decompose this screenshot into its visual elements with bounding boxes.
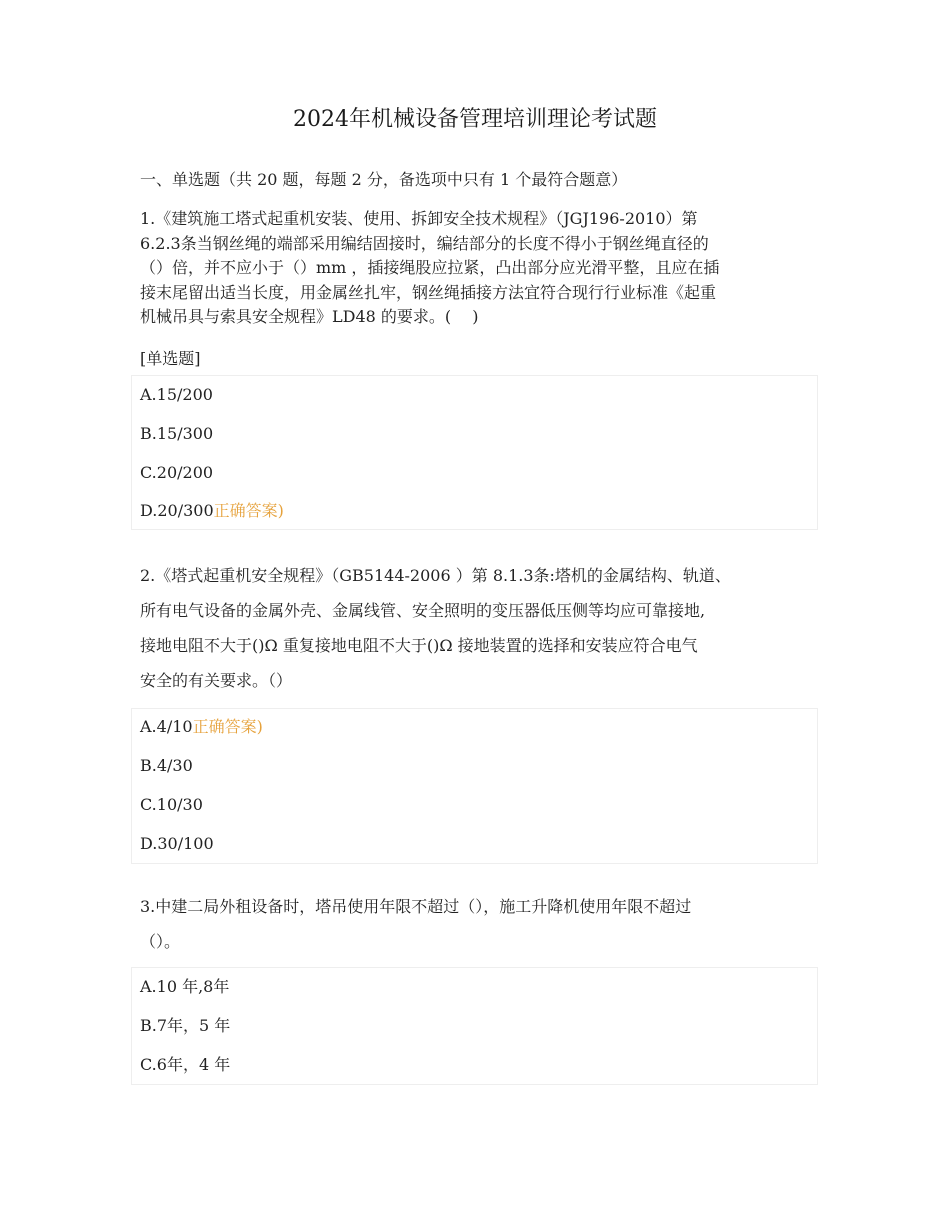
option-d[interactable] [140,832,214,856]
option-text: B.7年，5 年 [140,1016,231,1035]
option-b[interactable] [140,1014,230,1038]
option-text: A.10 年,8年 [140,977,230,996]
question-3-text [140,889,820,959]
question-line: 机械吊具与索具安全规程》LD48 的要求。( ) [140,307,479,327]
correct-answer-mark: 正确答案) [192,717,263,736]
option-text: D.30/100 [140,834,214,853]
question-line: 3.中建二局外租设备时，塔吊使用年限不超过（），施工升降机使用年限不超过 [140,897,692,916]
question-line: （）倍，并不应小于（）mm ，插接绳股应拉紧，凸出部分应光滑平整，且应在插 [140,258,720,278]
question-line: 6.2.3条当钢丝绳的端部采用编结固接时，编结部分的长度不得小于钢丝绳直径的 [140,233,709,253]
question-line: 安全的有关要求。（） [140,671,293,690]
question-3-options [131,967,818,1085]
option-text: B.15/300 [140,424,214,443]
question-2-text [140,558,820,698]
question-line: 接末尾留出适当长度，用金属丝扎牢，钢丝绳插接方法宜符合现行行业标准《起重 [140,282,717,302]
option-c[interactable] [140,793,203,817]
question-1-options [131,375,818,530]
section-heading: 一、单选题（共 20 题，每题 2 分，备选项中只有 1 个最符合题意） [140,170,628,189]
option-c[interactable] [140,461,213,485]
option-text: C.6年，4 年 [140,1055,231,1074]
option-c[interactable] [140,1053,230,1077]
option-text: C.10/30 [140,795,203,814]
question-type-label: [单选题] [140,349,201,368]
option-b[interactable] [140,754,193,778]
question-line: 所有电气设备的金属外壳、金属线管、安全照明的变压器低压侧等均应可靠接地, [140,601,706,620]
option-text: D.20/300 [140,501,214,520]
exam-title: 2024年机械设备管理培训理论考试题 [293,107,657,132]
option-text: A.4/10 [140,717,193,736]
option-b[interactable] [140,422,213,446]
option-d[interactable] [140,499,284,523]
option-text: B.4/30 [140,756,193,775]
correct-answer-mark: 正确答案) [213,501,284,520]
option-text: C.20/200 [140,463,214,482]
question-line: 1.《建筑施工塔式起重机安装、使用、拆卸安全技术规程》（JGJ196-2010）第 [140,209,698,228]
question-line: （）。 [140,932,181,951]
question-2-options [131,708,818,864]
question-1-text [140,207,820,330]
question-line: 接地电阻不大于()Ω 重复接地电阻不大于()Ω 接地装置的选择和安装应符合电气 [140,636,698,655]
option-a[interactable] [140,715,263,739]
option-text: A.15/200 [140,385,213,404]
option-a[interactable] [140,383,213,407]
option-a[interactable] [140,975,229,999]
question-line: 2.《塔式起重机安全规程》（GB5144-2006 ）第 8.1.3条:塔机的金属结构、轨道、 [140,566,731,585]
